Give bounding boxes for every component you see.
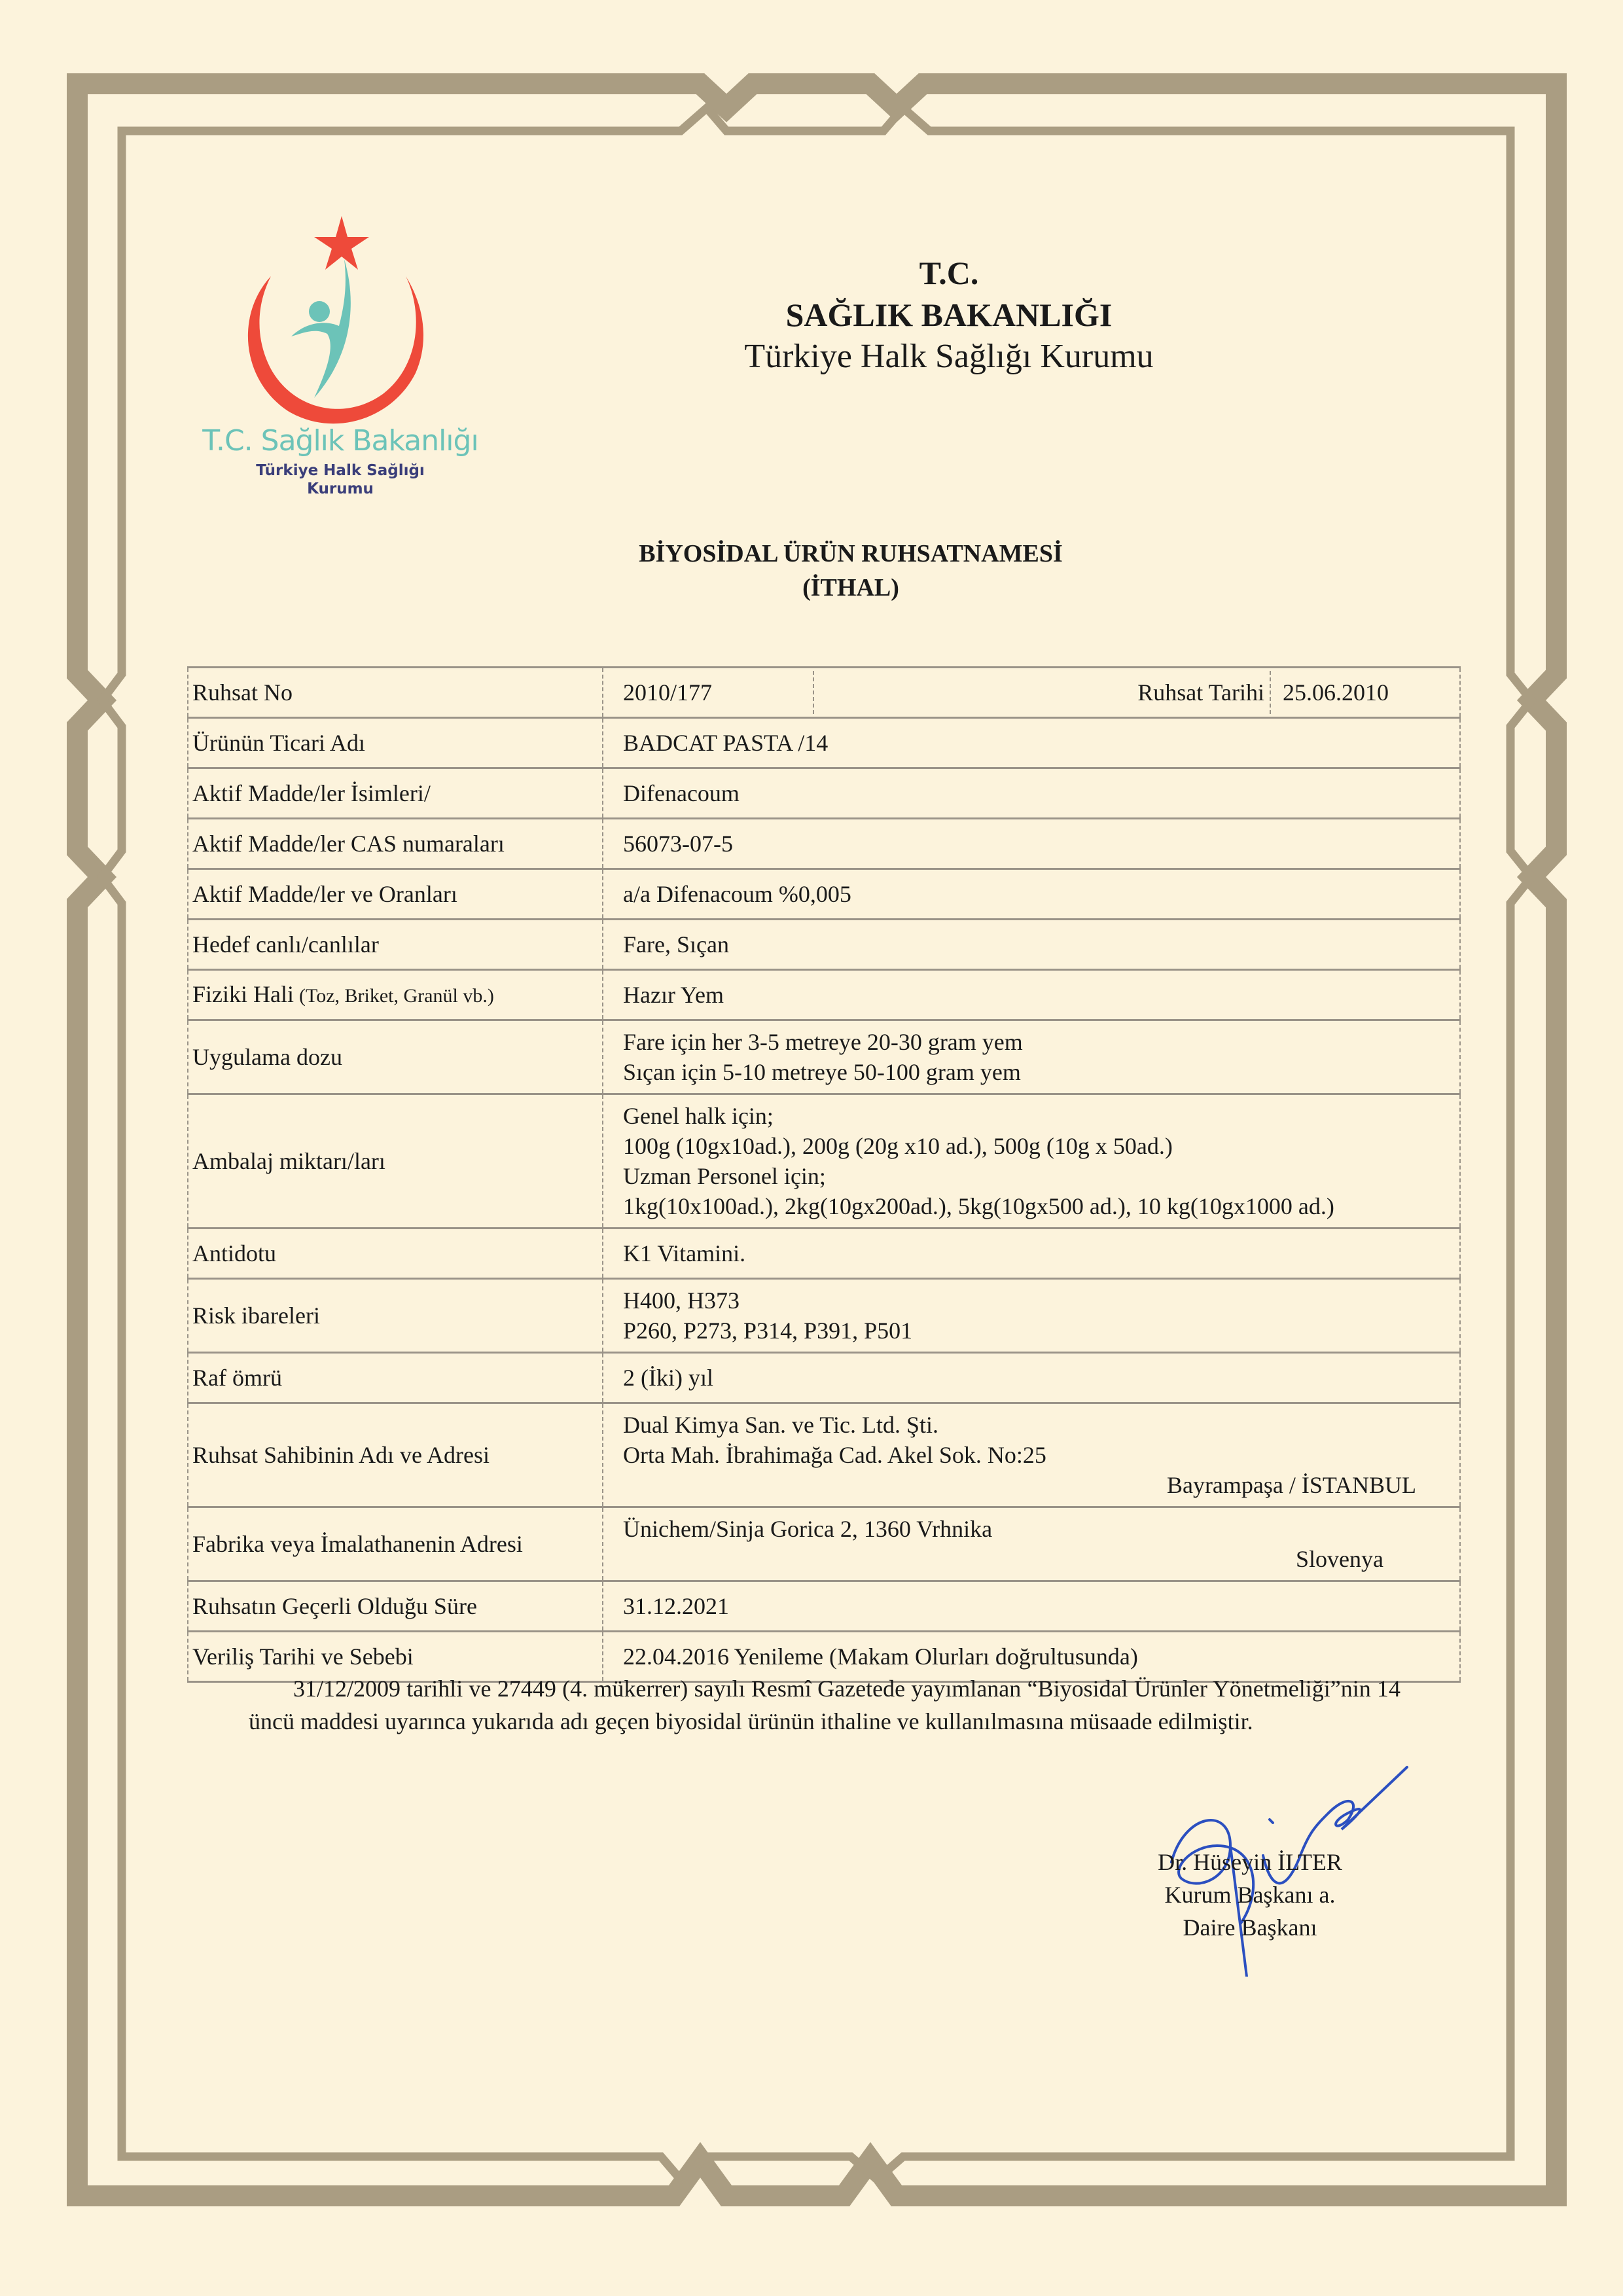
star-icon [314, 216, 369, 270]
row-value-right-line: Slovenya [1296, 1546, 1383, 1572]
row-label-text: Aktif Madde/ler CAS numaraları [192, 831, 505, 857]
table-row [188, 819, 1460, 869]
logo-subtitle-line1: Türkiye Halk Sağlığı [256, 462, 425, 479]
row-label-text: Hedef canlı/canlılar [192, 931, 379, 958]
row-value-line: H400, H373 [623, 1287, 740, 1314]
ruhsat-no-value: 2010/177 [623, 671, 814, 714]
row-label-text: Fabrika veya İmalathanenin Adresi [192, 1531, 523, 1557]
row-value-line: Sıçan için 5-10 metreye 50-100 gram yem [623, 1059, 1021, 1085]
table-row [188, 1507, 1460, 1581]
row-label-text: Ruhsat Sahibinin Adı ve Adresi [192, 1442, 490, 1468]
signatory-title1: Kurum Başkanı a. [1164, 1882, 1336, 1908]
row-value [603, 1279, 1460, 1353]
row-value [603, 1403, 1460, 1507]
row-value-line: Fare için her 3-5 metreye 20-30 gram yem [623, 1029, 1023, 1055]
row-label [188, 920, 603, 970]
row-value-line: a/a Difenacoum %0,005 [623, 881, 851, 907]
ruhsat-tarihi-label: Ruhsat Tarihi [814, 671, 1271, 714]
row-value-line: Genel halk için; [623, 1103, 774, 1129]
table-row [188, 970, 1460, 1020]
table-row [188, 718, 1460, 768]
header-institute: Türkiye Halk Sağlığı Kurumu [744, 338, 1154, 375]
header-ministry: SAĞLIK BAKANLIĞI [785, 296, 1113, 333]
row-value [603, 1094, 1460, 1229]
legal-paragraph: 31/12/2009 tarihli ve 27449 (4. mükerrer) sayılı Resmî Gazetede yayımlanan “Biyosidal Ürünler Yönetmeliği”nin 14 üncü maddesi uyarınca yukarıda adı geçen biyosidal ürünün ithaline ve kullanılmasına müsaade edilmiştir. [249, 1676, 1400, 1734]
row-label [188, 1229, 603, 1279]
row-label-text: Ürünün Ticari Adı [192, 730, 366, 756]
signature-block [1126, 1846, 1374, 1944]
document-header [654, 252, 1243, 378]
table-row [188, 1020, 1460, 1094]
row-label [188, 819, 603, 869]
row-label [188, 1279, 603, 1353]
row-value-line: Uzman Personel için; [623, 1163, 826, 1189]
ruhsat-no-cell [603, 668, 1460, 718]
document-title-line1: BİYOSİDAL ÜRÜN RUHSATNAMESİ [639, 540, 1063, 567]
row-value-line: Difenacoum [623, 780, 740, 806]
logo-title: T.C. Sağlık Bakanlığı [202, 424, 478, 457]
row-label-text: Veriliş Tarihi ve Sebebi [192, 1643, 414, 1670]
row-value-line: Fare, Sıçan [623, 931, 729, 958]
row-value-line: 2 (İki) yıl [623, 1365, 713, 1391]
table-row [188, 1229, 1460, 1279]
row-label [188, 1353, 603, 1403]
permit-table [187, 666, 1461, 1683]
crescent-star-figure-icon [229, 203, 438, 432]
row-label [188, 970, 603, 1020]
row-label [188, 1020, 603, 1094]
ruhsat-tarihi-value: 25.06.2010 [1283, 679, 1389, 706]
figure-body-icon [291, 259, 351, 398]
row-label [188, 718, 603, 768]
row-value [603, 1020, 1460, 1094]
table-row [188, 1094, 1460, 1229]
row-label [188, 869, 603, 920]
row-label [188, 1094, 603, 1229]
logo-subtitle [196, 461, 484, 498]
row-label-text: Antidotu [192, 1240, 277, 1266]
ruhsat-no-wrap [623, 668, 1459, 717]
row-value-line: BADCAT PASTA /14 [623, 730, 829, 756]
row-value [603, 1229, 1460, 1279]
document-title-line2: (İTHAL) [802, 574, 899, 601]
table-row-ruhsat-no [188, 668, 1460, 718]
row-label-text: Raf ömrü [192, 1365, 282, 1391]
table-row [188, 869, 1460, 920]
row-label-text: Risk ibareleri [192, 1302, 320, 1329]
row-label-text: Ruhsatın Geçerli Olduğu Süre [192, 1593, 477, 1619]
table-row [188, 1279, 1460, 1353]
signatory-name: Dr. Hüseyin İLTER [1158, 1849, 1342, 1875]
row-value [603, 970, 1460, 1020]
row-value [603, 920, 1460, 970]
row-value-line: 56073-07-5 [623, 831, 733, 857]
row-label [188, 1403, 603, 1507]
row-value [603, 768, 1460, 819]
document-title [393, 537, 1309, 605]
row-label-note: (Toz, Briket, Granül vb.) [299, 984, 494, 1007]
row-value [603, 1581, 1460, 1632]
row-value-line: Orta Mah. İbrahimağa Cad. Akel Sok. No:25 [623, 1442, 1046, 1468]
signatory-title2: Daire Başkanı [1183, 1914, 1317, 1941]
table-row [188, 1353, 1460, 1403]
row-label-text: Aktif Madde/ler ve Oranları [192, 881, 457, 907]
row-value [603, 1507, 1460, 1581]
row-value-right-line: Bayrampaşa / İSTANBUL [1166, 1472, 1416, 1498]
row-label [188, 1581, 603, 1632]
table-row [188, 768, 1460, 819]
row-label-text: Uygulama dozu [192, 1044, 342, 1070]
row-value [603, 718, 1460, 768]
header-tc: T.C. [919, 255, 979, 291]
table-row [188, 920, 1460, 970]
row-label-text: Ambalaj miktarı/ları [192, 1148, 385, 1174]
row-value-line: Ünichem/Sinja Gorica 2, 1360 Vrhnika [623, 1516, 993, 1542]
row-value-line: K1 Vitamini. [623, 1240, 746, 1266]
ruhsat-no-label: Ruhsat No [188, 668, 603, 718]
ministry-logo [196, 203, 484, 511]
row-label [188, 1507, 603, 1581]
row-value [603, 1353, 1460, 1403]
row-label-text: Aktif Madde/ler İsimleri/ [192, 780, 431, 806]
row-value-line: 100g (10gx10ad.), 200g (20g x10 ad.), 500g (10g x 50ad.) [623, 1133, 1173, 1159]
table-row [188, 1403, 1460, 1507]
row-label-text: Fiziki Hali [192, 980, 294, 1007]
table-row [188, 1581, 1460, 1632]
row-value-line: Dual Kimya San. ve Tic. Ltd. Şti. [623, 1412, 939, 1438]
row-label [188, 768, 603, 819]
row-value-line: P260, P273, P314, P391, P501 [623, 1318, 913, 1344]
row-value-line: 31.12.2021 [623, 1593, 729, 1619]
logo-subtitle-line2: Kurumu [307, 480, 374, 497]
row-value-line: 22.04.2016 Yenileme (Makam Olurları doğrultusunda) [623, 1643, 1138, 1670]
row-value-line: Hazır Yem [623, 982, 724, 1008]
row-value-line: 1kg(10x100ad.), 2kg(10gx200ad.), 5kg(10gx500 ad.), 10 kg(10gx1000 ad.) [623, 1193, 1334, 1219]
row-value [603, 869, 1460, 920]
figure-head-icon [309, 301, 330, 322]
row-value [603, 819, 1460, 869]
